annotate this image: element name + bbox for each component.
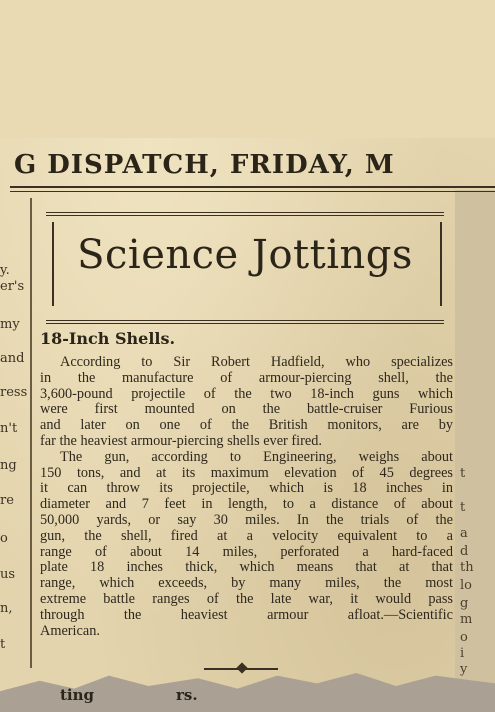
article-line: 3,600-pound projectile of the two 18-inch guns which bbox=[40, 385, 453, 402]
article-line: plate 18 inches thick, which means that at that bbox=[40, 559, 453, 576]
right-fragment: y bbox=[460, 662, 468, 677]
right-fragment: lo bbox=[460, 578, 472, 593]
article-line: The gun, according to Engineering, weighs about bbox=[60, 448, 453, 465]
article-line: range of about 14 miles, perforated a hard-faced bbox=[40, 543, 453, 560]
column-title: Science Jottings bbox=[77, 232, 413, 278]
left-fragment: re bbox=[0, 493, 14, 508]
bottom-fragment: rs. bbox=[176, 686, 198, 704]
article-line: 50,000 yards, or say 30 miles. In the trials of the bbox=[40, 511, 453, 528]
article-line: and later on one of the British monitors, are by bbox=[40, 417, 453, 434]
right-fragment: t bbox=[460, 466, 466, 481]
left-fragment: n't bbox=[0, 421, 18, 436]
masthead-rule-thin bbox=[10, 191, 495, 192]
left-fragment: o bbox=[0, 531, 8, 546]
right-fragment: o bbox=[460, 630, 468, 645]
bottom-fragment: ting bbox=[60, 686, 95, 704]
article-line: diameter and 7 feet in length, to a distance of about bbox=[40, 496, 453, 513]
left-fragment: t bbox=[0, 637, 6, 652]
article-line: were first mounted on the battle-cruiser Furious bbox=[40, 401, 453, 418]
article-line: in the manufacture of armour-piercing shell, the bbox=[40, 369, 453, 386]
article-line: far the heaviest armour-piercing shells ever fired. bbox=[40, 432, 322, 449]
right-fragment: i bbox=[460, 646, 465, 661]
column-rule bbox=[30, 198, 32, 668]
article-line: gun, the shell, fired at a velocity equivalent to a bbox=[40, 527, 453, 544]
article-line: through the heaviest armour afloat.—Scientific bbox=[40, 606, 453, 623]
left-fragment: ng bbox=[0, 458, 17, 473]
left-fragment: us bbox=[0, 567, 16, 582]
article-subhead: 18-Inch Shells. bbox=[40, 329, 176, 348]
left-fragment: ress bbox=[0, 385, 28, 400]
left-column-fragments bbox=[0, 255, 28, 675]
clipping-top-margin bbox=[0, 0, 495, 138]
article-line: range, which exceeds, by many miles, the most bbox=[40, 575, 453, 592]
masthead: G DISPATCH, FRIDAY, M bbox=[14, 150, 395, 180]
left-fragment: er's bbox=[0, 279, 25, 294]
article-line: According to Sir Robert Hadfield, who specializes bbox=[60, 354, 453, 370]
left-fragment: n, bbox=[0, 601, 13, 616]
article-body bbox=[40, 355, 453, 639]
right-fragment: t bbox=[460, 500, 466, 515]
right-fragment: d bbox=[460, 544, 469, 559]
article-line: it can throw its projectile, which is 18 inches in bbox=[40, 480, 453, 497]
left-fragment: and bbox=[0, 351, 25, 366]
left-fragment: y. bbox=[0, 263, 10, 278]
right-fragment: m bbox=[460, 612, 473, 627]
right-fragment: a bbox=[460, 526, 468, 541]
left-fragment: my bbox=[0, 317, 20, 332]
right-fragment: th bbox=[460, 560, 474, 575]
article-line: extreme battle ranges of the late war, it would pass bbox=[40, 590, 453, 607]
right-fragment: g bbox=[460, 596, 469, 611]
article-line: American. bbox=[40, 622, 100, 639]
masthead-rule bbox=[10, 186, 495, 188]
right-column-fragments bbox=[460, 360, 495, 677]
article-line: 150 tons, and at its maximum elevation of 45 degrees bbox=[40, 464, 453, 481]
